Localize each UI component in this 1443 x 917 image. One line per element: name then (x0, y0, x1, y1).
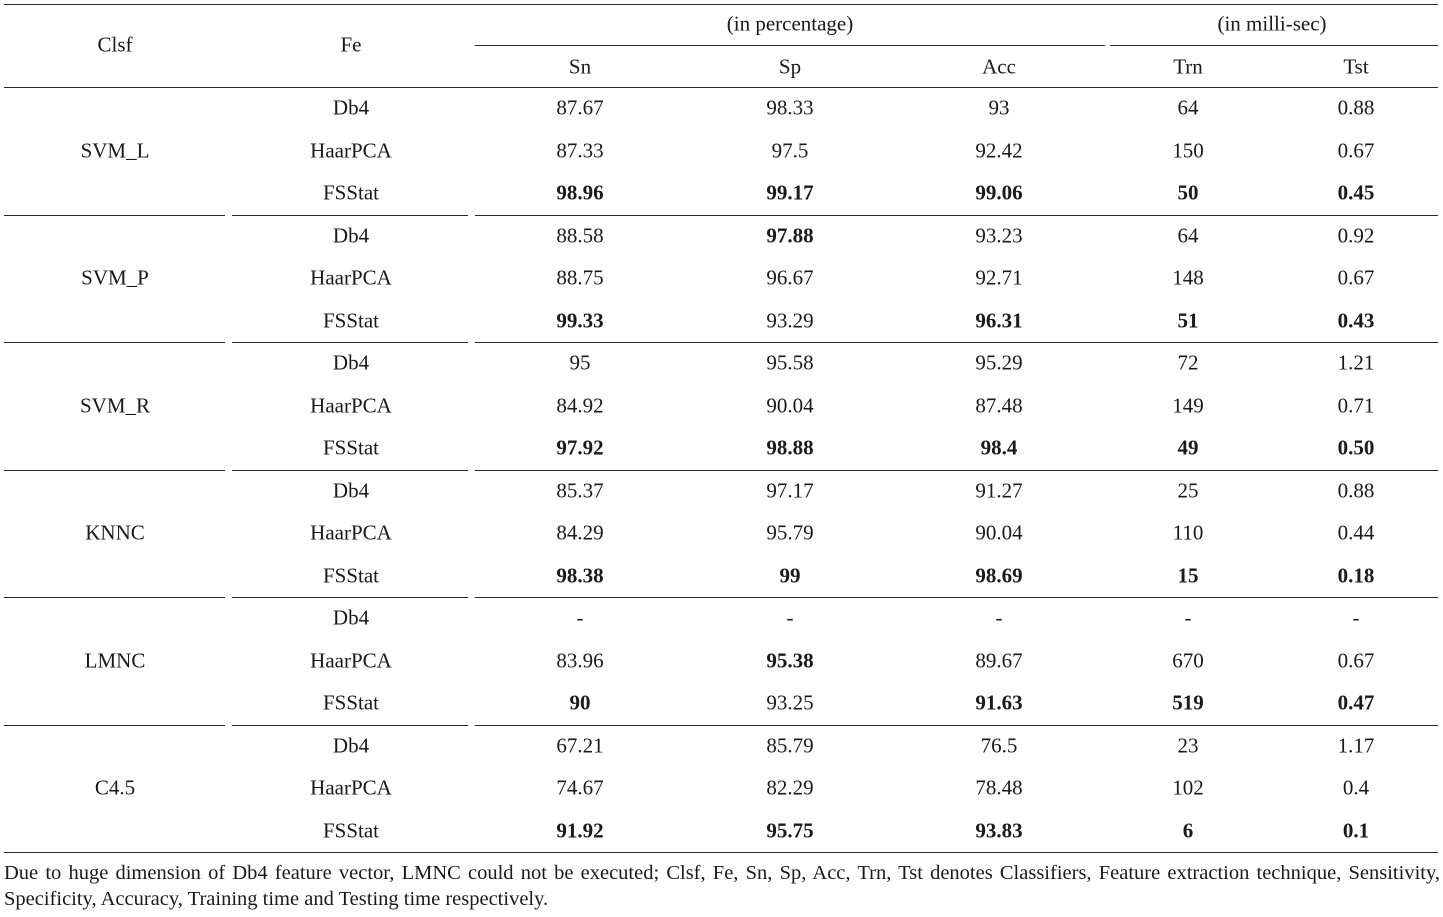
feature-label: Db4 (332, 223, 370, 247)
cell-trn: 51 (1177, 308, 1199, 332)
cell-sn: 88.75 (556, 265, 604, 290)
cell-acc: 98.4 (980, 435, 1018, 460)
group-separator (475, 342, 1438, 343)
cell-acc: 87.48 (975, 393, 1023, 417)
cell-sp: 93.29 (766, 308, 814, 332)
cell-sn: 88.58 (556, 223, 604, 247)
cell-tst: 0.67 (1337, 265, 1375, 290)
cell-trn: 519 (1172, 690, 1204, 715)
cell-tst: 0.1 (1342, 818, 1370, 842)
group-separator (4, 215, 225, 216)
cell-acc: 91.63 (975, 690, 1023, 715)
classifier-label: SVM_P (81, 265, 149, 290)
feature-label: Db4 (332, 605, 370, 630)
cell-tst: 0.4 (1342, 775, 1370, 800)
group-separator (475, 470, 1438, 471)
cell-sp: 95.38 (766, 648, 814, 672)
cell-trn: 23 (1177, 733, 1199, 757)
group-separator (475, 725, 1438, 726)
cell-trn: 670 (1172, 648, 1204, 672)
group-header-time: (in milli-sec) (1217, 11, 1327, 36)
column-header-acc: Acc (982, 54, 1016, 79)
feature-label: HaarPCA (310, 393, 392, 417)
cell-tst: 0.43 (1337, 308, 1375, 332)
cell-sp: 95.75 (766, 818, 814, 842)
cell-sn: 91.92 (556, 818, 604, 842)
cell-tst: 1.21 (1337, 350, 1375, 375)
group-separator (232, 725, 468, 726)
header-rule (4, 87, 1438, 88)
feature-label: FSStat (322, 180, 380, 205)
cell-tst: 0.44 (1337, 520, 1375, 545)
cell-trn: 102 (1172, 775, 1204, 800)
column-header-clsf: Clsf (97, 32, 133, 57)
cell-sp: 98.88 (766, 435, 814, 460)
cell-tst: 0.67 (1337, 648, 1375, 672)
classifier-label: KNNC (85, 520, 145, 545)
cell-sn: 87.33 (556, 138, 604, 162)
feature-label: FSStat (322, 563, 380, 587)
cell-trn: 25 (1177, 478, 1199, 502)
cell-acc: 96.31 (975, 308, 1023, 332)
cell-sp: 93.25 (766, 690, 814, 715)
top-rule (4, 4, 1438, 5)
cell-trn: 49 (1177, 435, 1199, 460)
cell-sn: - (576, 605, 584, 630)
cell-sp: 82.29 (766, 775, 814, 800)
group-separator (232, 342, 468, 343)
cell-trn: 64 (1177, 95, 1199, 120)
cell-acc: 89.67 (975, 648, 1023, 672)
cell-sn: 98.96 (556, 180, 604, 205)
cell-acc: 98.69 (975, 563, 1023, 587)
cell-acc: 92.71 (975, 265, 1023, 290)
cell-acc: 92.42 (975, 138, 1023, 162)
cell-trn: 148 (1172, 265, 1204, 290)
cell-sp: 99 (779, 563, 801, 587)
cell-acc: 76.5 (980, 733, 1018, 757)
cell-sn: 90 (569, 690, 591, 715)
cell-tst: 1.17 (1337, 733, 1375, 757)
cell-acc: 78.48 (975, 775, 1023, 800)
classifier-label: LMNC (84, 648, 146, 673)
feature-label: HaarPCA (310, 775, 392, 800)
group-separator (475, 597, 1438, 598)
feature-label: HaarPCA (310, 648, 392, 672)
cell-sn: 99.33 (556, 308, 604, 332)
feature-label: Db4 (332, 733, 370, 757)
cell-trn: 15 (1177, 563, 1199, 587)
cell-acc: 91.27 (975, 478, 1023, 502)
cell-sn: 85.37 (556, 478, 604, 502)
feature-label: Db4 (332, 95, 370, 120)
cell-tst: 0.47 (1337, 690, 1375, 715)
classifier-label: C4.5 (94, 775, 136, 800)
classifier-label: SVM_R (79, 393, 151, 418)
group-separator (232, 470, 468, 471)
cell-sp: 97.88 (766, 223, 814, 247)
cell-acc: 93.23 (975, 223, 1023, 247)
group-separator (475, 215, 1438, 216)
table-footnote: Due to huge dimension of Db4 feature vector, LMNC could not be executed; Clsf, Fe, Sn, Sp, Acc, Trn, Tst denotes Classifiers, Feature extraction technique, Sensitivity, Specificity, Accuracy, Training time and Testing time respectively. (4, 862, 1440, 910)
cell-acc: 93.83 (975, 818, 1023, 842)
group-rule-percentage (475, 45, 1105, 46)
cell-sp: 90.04 (766, 393, 814, 417)
classifier-label: SVM_L (80, 138, 150, 163)
cell-sp: - (786, 605, 794, 630)
group-rule-time (1110, 45, 1438, 46)
cell-sp: 99.17 (766, 180, 814, 205)
bottom-rule (4, 852, 1438, 853)
group-separator (232, 215, 468, 216)
cell-sp: 98.33 (766, 95, 814, 120)
group-separator (4, 342, 225, 343)
feature-label: FSStat (322, 818, 380, 842)
cell-acc: - (995, 605, 1003, 630)
cell-sn: 84.92 (556, 393, 604, 417)
cell-sp: 97.5 (771, 138, 809, 162)
cell-sn: 84.29 (556, 520, 604, 545)
column-header-sp: Sp (778, 54, 802, 79)
feature-label: HaarPCA (310, 138, 392, 162)
cell-sp: 85.79 (766, 733, 814, 757)
cell-tst: 0.50 (1337, 435, 1375, 460)
group-separator (4, 597, 225, 598)
feature-label: Db4 (332, 478, 370, 502)
cell-trn: 150 (1172, 138, 1204, 162)
cell-tst: 0.71 (1337, 393, 1375, 417)
cell-sn: 95 (569, 350, 591, 375)
cell-sn: 74.67 (556, 775, 604, 800)
cell-sp: 96.67 (766, 265, 814, 290)
cell-tst: - (1352, 605, 1360, 630)
column-header-tst: Tst (1343, 54, 1369, 79)
cell-sn: 98.38 (556, 563, 604, 587)
column-header-sn: Sn (568, 54, 592, 79)
cell-tst: 0.88 (1337, 478, 1375, 502)
column-header-fe: Fe (340, 32, 362, 57)
cell-sn: 67.21 (556, 733, 604, 757)
feature-label: Db4 (332, 350, 370, 375)
cell-acc: 95.29 (975, 350, 1023, 375)
group-separator (232, 597, 468, 598)
feature-label: HaarPCA (310, 265, 392, 290)
cell-acc: 99.06 (975, 180, 1023, 205)
cell-trn: 149 (1172, 393, 1204, 417)
cell-sn: 83.96 (556, 648, 604, 672)
cell-acc: 93 (988, 95, 1010, 120)
cell-sp: 97.17 (766, 478, 814, 502)
group-header-percentage: (in percentage) (726, 11, 854, 36)
cell-trn: 110 (1172, 520, 1204, 545)
column-header-trn: Trn (1173, 54, 1203, 79)
feature-label: FSStat (322, 435, 380, 460)
cell-tst: 0.88 (1337, 95, 1375, 120)
group-separator (4, 470, 225, 471)
cell-acc: 90.04 (975, 520, 1023, 545)
cell-tst: 0.67 (1337, 138, 1375, 162)
cell-sp: 95.79 (766, 520, 814, 545)
feature-label: FSStat (322, 690, 380, 715)
cell-tst: 0.18 (1337, 563, 1375, 587)
cell-sn: 97.92 (556, 435, 604, 460)
cell-trn: 50 (1177, 180, 1199, 205)
group-separator (4, 725, 225, 726)
cell-sn: 87.67 (556, 95, 604, 120)
cell-tst: 0.45 (1337, 180, 1375, 205)
feature-label: HaarPCA (310, 520, 392, 545)
cell-trn: - (1184, 605, 1192, 630)
cell-tst: 0.92 (1337, 223, 1375, 247)
cell-trn: 64 (1177, 223, 1199, 247)
feature-label: FSStat (322, 308, 380, 332)
cell-trn: 6 (1182, 818, 1194, 842)
cell-trn: 72 (1177, 350, 1199, 375)
cell-sp: 95.58 (766, 350, 814, 375)
